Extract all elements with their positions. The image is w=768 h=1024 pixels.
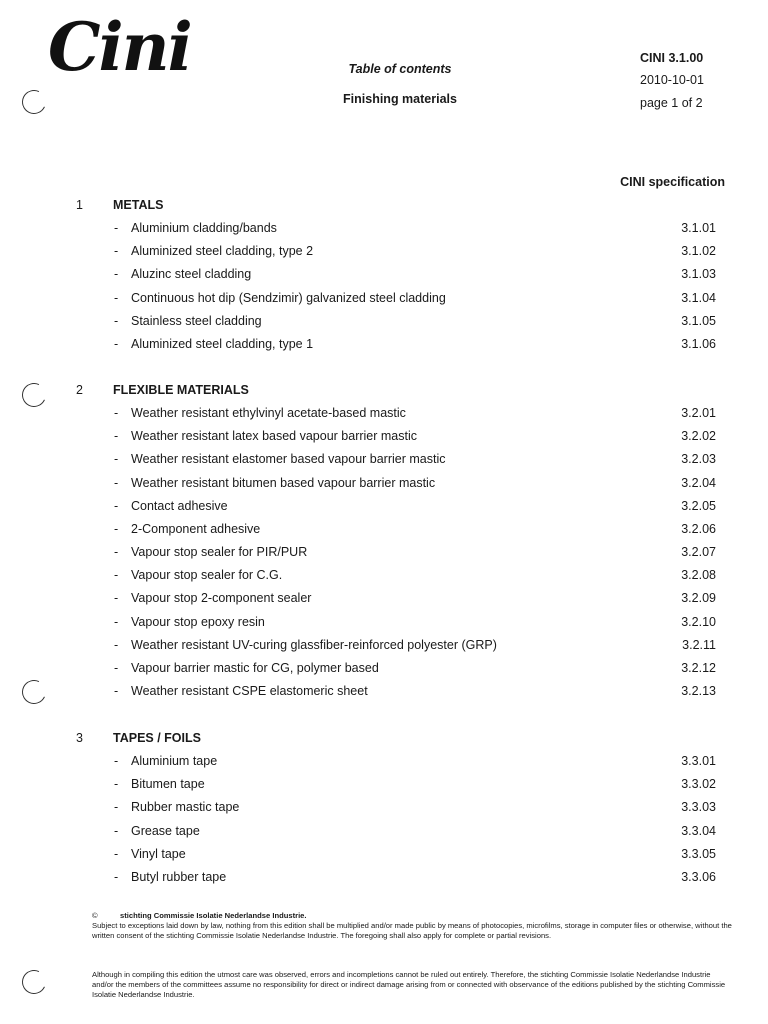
toc-item-spec-code: 3.2.11 [682,638,716,652]
toc-item-title: Bitumen tape [131,777,205,791]
toc-item-title: Weather resistant bitumen based vapour barrier mastic [131,476,436,490]
item-bullet: - [114,221,119,235]
toc-item-spec-code: 3.3.05 [681,847,716,861]
toc-item-spec-code: 3.2.01 [681,406,716,420]
item-bullet: - [114,337,119,351]
item-bullet: - [114,291,119,305]
toc-item-title: Continuous hot dip (Sendzimir) galvanized steel cladding [131,291,446,305]
item-bullet: - [114,267,119,281]
section-title: TAPES / FOILS [113,731,201,745]
toc-item-spec-code: 3.2.02 [681,429,716,443]
toc-item-title: Aluminized steel cladding, type 1 [131,337,314,351]
toc-item-spec-code: 3.3.02 [681,777,716,791]
copyright-notice [92,911,732,941]
toc-item-spec-code: 3.3.04 [681,824,716,838]
toc-item-title: Rubber mastic tape [131,800,240,814]
item-bullet: - [114,314,119,328]
document-date: 2010-10-01 [640,73,704,87]
punch-hole [19,87,50,118]
punch-hole [19,967,50,998]
toc-item-title: Grease tape [131,824,200,838]
toc-item-title: Aluminium cladding/bands [131,221,277,235]
disclaimer [92,970,732,1000]
toc-item-title: Weather resistant latex based vapour barrier mastic [131,429,418,443]
section-number: 1 [76,198,83,212]
item-bullet: - [114,615,119,629]
item-bullet: - [114,591,119,605]
toc-item-spec-code: 3.2.13 [681,684,716,698]
copyright-text: Subject to exceptions laid down by law, nothing from this edition shall be multiplied and/or made public by means of photocopies, microfilms, storage in computer files or otherwise, without the written consent of the stichting Commissie Isolatie Nederlandse Industrie. The foregoing shall also apply for complete or partial revisions. [92,921,732,940]
punch-hole [19,677,50,708]
document-subtitle: Finishing materials [343,92,457,106]
toc-item-spec-code: 3.2.05 [681,499,716,513]
disclaimer-text: Although in compiling this edition the utmost care was observed, errors and incompletions cannot be ruled out entirely. Therefore, the stichting Commissie Isolatie Nederlandse Industrie and/or the members of the committees assume no responsibility for direct or indirect damage arising from or connected with observance of the editions published by the stichting Commissie Isolatie Nederlandse Industrie. [92,970,726,999]
item-bullet: - [114,870,119,884]
copyright-organization: stichting Commissie Isolatie Nederlandse Industrie. [120,911,307,920]
logo-text: Cini [48,8,191,86]
toc-item-spec-code: 3.2.08 [681,568,716,582]
item-bullet: - [114,661,119,675]
document-title: Table of contents [348,62,452,76]
item-bullet: - [114,824,119,838]
toc-item-spec-code: 3.2.06 [681,522,716,536]
toc-item-title: Aluminium tape [131,754,218,768]
item-bullet: - [114,406,119,420]
section-title: FLEXIBLE MATERIALS [113,383,249,397]
item-bullet: - [114,499,119,513]
item-bullet: - [114,452,119,466]
item-bullet: - [114,522,119,536]
toc-item-title: Contact adhesive [131,499,228,513]
toc-item-spec-code: 3.2.12 [681,661,716,675]
toc-item-title: Weather resistant elastomer based vapour barrier mastic [131,452,446,466]
toc-item-title: Vapour stop epoxy resin [131,615,265,629]
item-bullet: - [114,568,119,582]
item-bullet: - [114,684,119,698]
item-bullet: - [114,847,119,861]
item-bullet: - [114,638,119,652]
toc-item-title: Aluminized steel cladding, type 2 [131,244,314,258]
cini-logo [48,8,191,86]
item-bullet: - [114,777,119,791]
toc-item-spec-code: 3.2.09 [681,591,716,605]
toc-item-spec-code: 3.2.04 [681,476,716,490]
toc-item-title: Weather resistant CSPE elastomeric sheet [131,684,368,698]
section-number: 2 [76,383,83,397]
item-bullet: - [114,476,119,490]
toc-item-title: Weather resistant UV-curing glassfiber-reinforced polyester (GRP) [131,638,497,652]
toc-item-title: Vapour stop 2-component sealer [131,591,312,605]
toc-item-title: Vapour barrier mastic for CG, polymer based [131,661,379,675]
document-code: CINI 3.1.00 [640,51,704,65]
toc-item-title: Butyl rubber tape [131,870,227,884]
toc-item-spec-code: 3.3.06 [681,870,716,884]
toc-item-title: Weather resistant ethylvinyl acetate-based mastic [131,406,406,420]
toc-item-spec-code: 3.3.03 [681,800,716,814]
toc-item-spec-code: 3.1.05 [681,314,716,328]
page-number: page 1 of 2 [640,96,703,110]
toc-item-spec-code: 3.2.07 [681,545,716,559]
toc-item-spec-code: 3.1.02 [681,244,716,258]
section-number: 3 [76,731,83,745]
toc-item-title: Vinyl tape [131,847,186,861]
spec-column-heading: CINI specification [620,175,725,189]
toc-item-title: 2-Component adhesive [131,522,261,536]
item-bullet: - [114,429,119,443]
item-bullet: - [114,800,119,814]
section-title: METALS [113,198,164,212]
item-bullet: - [114,754,119,768]
toc-item-spec-code: 3.1.03 [681,267,716,281]
copyright-symbol: © [92,911,98,920]
toc-item-title: Vapour stop sealer for PIR/PUR [131,545,308,559]
toc-item-spec-code: 3.2.03 [681,452,716,466]
toc-item-title: Vapour stop sealer for C.G. [131,568,283,582]
toc-item-spec-code: 3.1.01 [681,221,716,235]
toc-item-title: Aluzinc steel cladding [131,267,252,281]
item-bullet: - [114,545,119,559]
toc-item-spec-code: 3.1.04 [681,291,716,305]
toc-item-spec-code: 3.2.10 [681,615,716,629]
toc-item-title: Stainless steel cladding [131,314,262,328]
item-bullet: - [114,244,119,258]
toc-item-spec-code: 3.1.06 [681,337,716,351]
toc-item-spec-code: 3.3.01 [681,754,716,768]
punch-hole [19,380,50,411]
